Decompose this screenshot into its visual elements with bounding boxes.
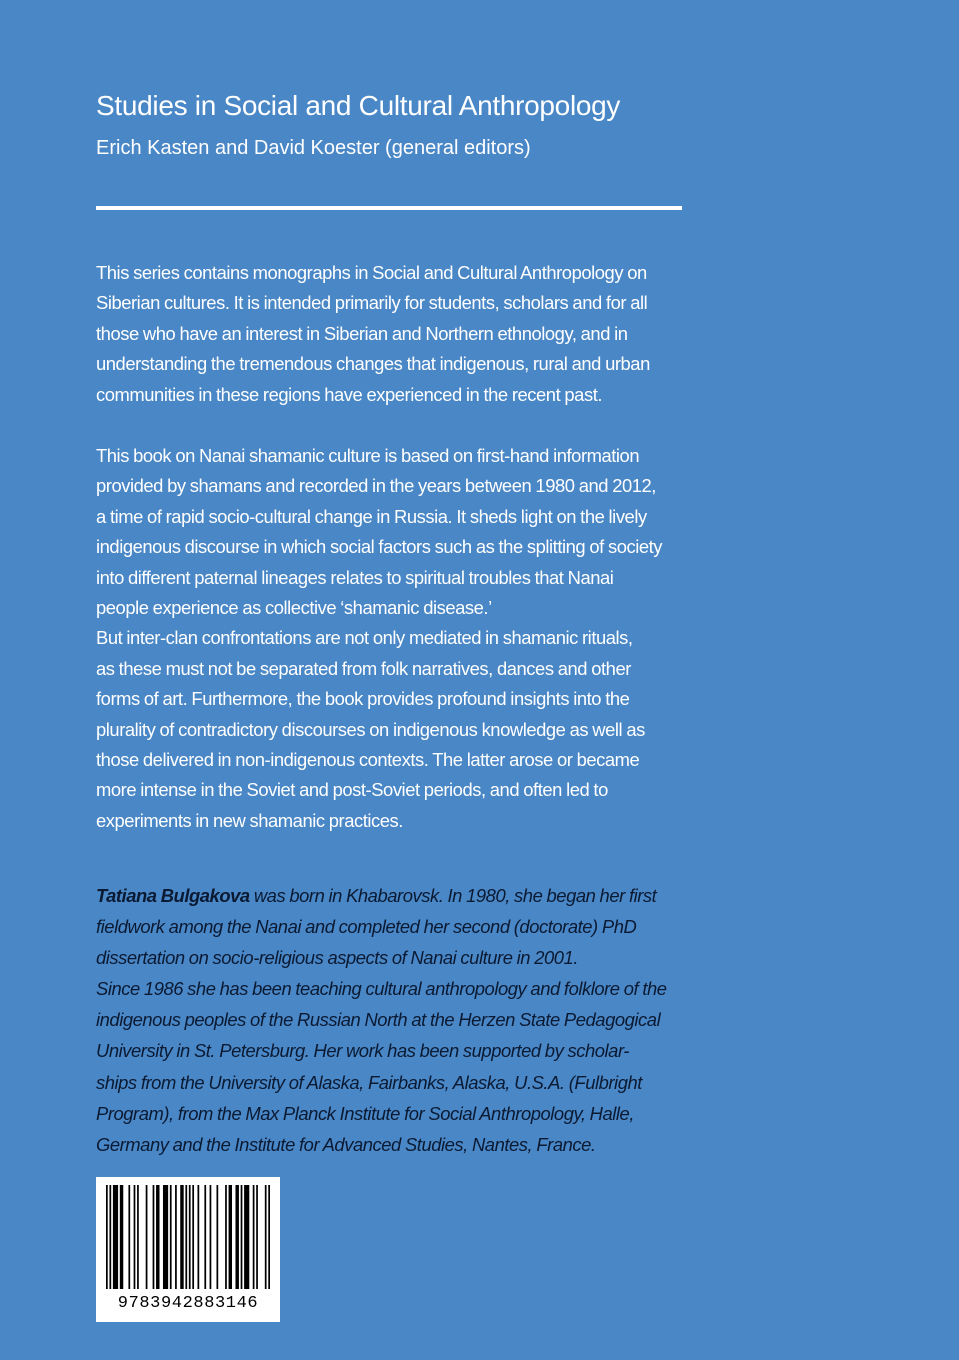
author-bio-line: dissertation on socio-religious aspects of Nanai culture in 2001. — [96, 947, 578, 969]
barcode-bar — [192, 1185, 194, 1289]
divider-rule — [96, 206, 682, 210]
text-line: This series contains monographs in Social and Cultural Anthropology on — [96, 262, 647, 283]
author-bio — [96, 880, 706, 1160]
author-bio-line: Program), from the Max Planck Institute for Social Anthropology, Halle, — [96, 1102, 634, 1124]
barcode-bar — [180, 1185, 183, 1289]
series-editors: Erich Kasten and David Koester (general editors) — [96, 137, 531, 159]
text-line: This book on Nanai shamanic culture is based on first-hand information — [96, 445, 640, 466]
barcode-bars — [106, 1185, 270, 1289]
barcode-bar — [225, 1185, 227, 1289]
barcode-bar — [235, 1185, 238, 1289]
barcode-bar — [113, 1185, 118, 1289]
barcode-bar — [185, 1185, 187, 1289]
text-line: a time of rapid socio-cultural change in Russia. It sheds light on the lively — [96, 505, 647, 527]
author-bio-line: Germany and the Institute for Advanced Studies, Nantes, France. — [96, 1133, 596, 1155]
barcode-bar — [197, 1185, 199, 1289]
barcode-bar — [106, 1185, 108, 1289]
barcode-bar — [216, 1185, 218, 1289]
barcode-bar — [146, 1185, 148, 1289]
series-title: Studies in Social and Cultural Anthropology — [96, 90, 621, 121]
barcode-bar — [153, 1185, 155, 1289]
text-line: experiments in new shamanic practices. — [96, 809, 403, 831]
barcode-bar — [268, 1185, 270, 1289]
text-line: understanding the tremendous changes that indigenous, rural and urban — [96, 353, 650, 375]
author-bio-first-line — [96, 880, 706, 911]
text-line: But inter-clan confrontations are not only mediated in shamanic rituals, — [96, 627, 633, 649]
author-bio-text: was born in Khabarovsk. In 1980, she began her first — [249, 885, 657, 906]
barcode-bar — [253, 1185, 255, 1289]
author-bio-line: ships from the University of Alaska, Fairbanks, Alaska, U.S.A. (Fulbright — [96, 1071, 642, 1093]
barcode-bar — [120, 1185, 123, 1289]
barcode-bar — [137, 1185, 139, 1289]
text-line: more intense in the Soviet and post-Soviet periods, and often led to — [96, 779, 608, 801]
text-line: indigenous discourse in which social factors such as the splitting of society — [96, 536, 663, 558]
author-bio-line: indigenous peoples of the Russian North at the Herzen State Pedagogical — [96, 1009, 661, 1031]
barcode-bar — [189, 1185, 191, 1289]
isbn-barcode — [96, 1177, 280, 1322]
author-bio-line: University in St. Petersburg. Her work has been supported by scholar- — [96, 1040, 629, 1062]
barcode-bar — [163, 1185, 168, 1289]
text-line: those who have an interest in Siberian and Northern ethnology, and in — [96, 322, 628, 344]
text-line: people experience as collective ‘shamanic disease.’ — [96, 597, 492, 619]
author-name: Tatiana Bulgakova — [96, 885, 250, 906]
text-line: plurality of contradictory discourses on indigenous knowledge as well as — [96, 718, 645, 740]
book-description — [96, 441, 706, 836]
barcode-bar — [134, 1185, 136, 1289]
barcode-bar — [241, 1185, 243, 1289]
text-line: as these must not be separated from folk narratives, dances and other — [96, 657, 631, 679]
barcode-bar — [156, 1185, 159, 1289]
author-bio-line: Since 1986 she has been teaching cultural anthropology and folklore of the — [96, 978, 667, 1000]
barcode-bar — [175, 1185, 177, 1289]
text-line: those delivered in non-indigenous contexts. The latter arose or became — [96, 749, 640, 771]
author-bio-line: fieldwork among the Nanai and completed her second (doctorate) PhD — [96, 916, 637, 938]
barcode-bar — [109, 1185, 111, 1289]
series-description — [96, 258, 706, 410]
barcode-bar — [210, 1185, 212, 1289]
barcode-bar — [256, 1185, 258, 1289]
text-line: provided by shamans and recorded in the years between 1980 and 2012, — [96, 475, 656, 497]
barcode-bar — [244, 1185, 249, 1289]
text-line: forms of art. Furthermore, the book provides profound insights into the — [96, 688, 630, 710]
barcode-bar — [204, 1185, 206, 1289]
barcode-bar — [265, 1185, 267, 1289]
text-line: into different paternal lineages relates to spiritual troubles that Nanai — [96, 566, 614, 588]
barcode-bar — [128, 1185, 130, 1289]
barcode-bar — [170, 1185, 172, 1289]
text-line: Siberian cultures. It is intended primarily for students, scholars and for all — [96, 292, 648, 314]
barcode-bar — [229, 1185, 232, 1289]
text-line: communities in these regions have experienced in the recent past. — [96, 383, 603, 405]
isbn-number: 9783942883146 — [117, 1294, 259, 1313]
